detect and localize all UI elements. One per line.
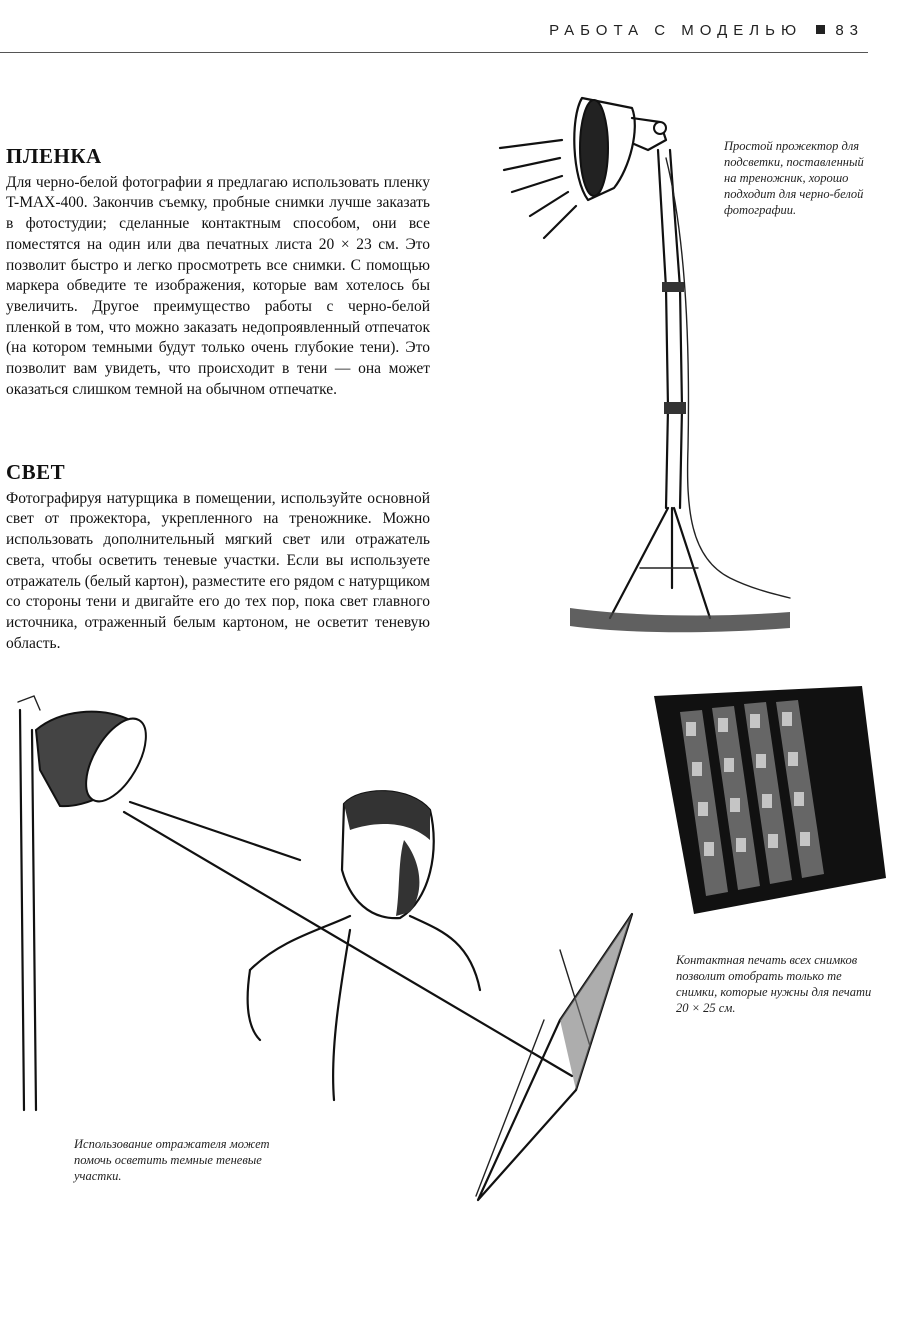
running-title: РАБОТА С МОДЕЛЬЮ [549, 22, 803, 39]
section-heading-film: ПЛЕНКА [6, 144, 102, 168]
caption-reflector: Использование отражателя может помочь осветить темные теневые участки. [74, 1137, 270, 1183]
section-body-light: Фотографируя натурщика в помещении, используйте основной свет от прожектора, укрепленного на треножнике. Можно использовать дополнительный мягкий свет или отражатель света, чтобы осветить теневые участки. Если вы используете отражатель (белый картон), разместите его рядом с натурщиком со стороны тени и двигайте его до тех пор, пока свет главного источника, отраженный белым картоном, не осветит теневую область. [6, 489, 430, 652]
section-body-film: Для черно-белой фотографии я предлагаю использовать пленку T-MAX-400. Закончив съемку, пробные снимки лучше заказать в фотостудии; сделанные контактным способом, они все поместятся на один или два печатных листа 20 × 23 см. Это позволит быстро и легко просмотреть все снимки. С помощью маркера обведите те изображения, которые вам хотелось бы увеличить. Другое преимущество работы с черно-белой пленкой в том, что можно заказать недопроявленный отпечаток (на котором темными будут только очень глубокие тени). Это позволит вам увидеть, что происходит в тени — она может оказаться слишком темной на обычном отпечатке. [6, 173, 430, 398]
caption-contact-print: Контактная печать всех снимков позволит отобрать только те снимки, которые нужны для печати 20 × 25 см. [676, 953, 872, 1015]
caption-tripod-spotlight: Простой прожектор для подсветки, поставленный на треножник, хорошо подходит для черно-белой фотографии. [724, 139, 864, 217]
page-number: 83 [835, 22, 864, 39]
header-rule [0, 52, 868, 53]
section-light [6, 462, 430, 654]
section-film [6, 146, 430, 400]
running-head [549, 22, 864, 39]
section-heading-light: СВЕТ [6, 460, 66, 484]
square-bullet-icon [816, 25, 825, 34]
contact-print-illustration [650, 682, 890, 920]
